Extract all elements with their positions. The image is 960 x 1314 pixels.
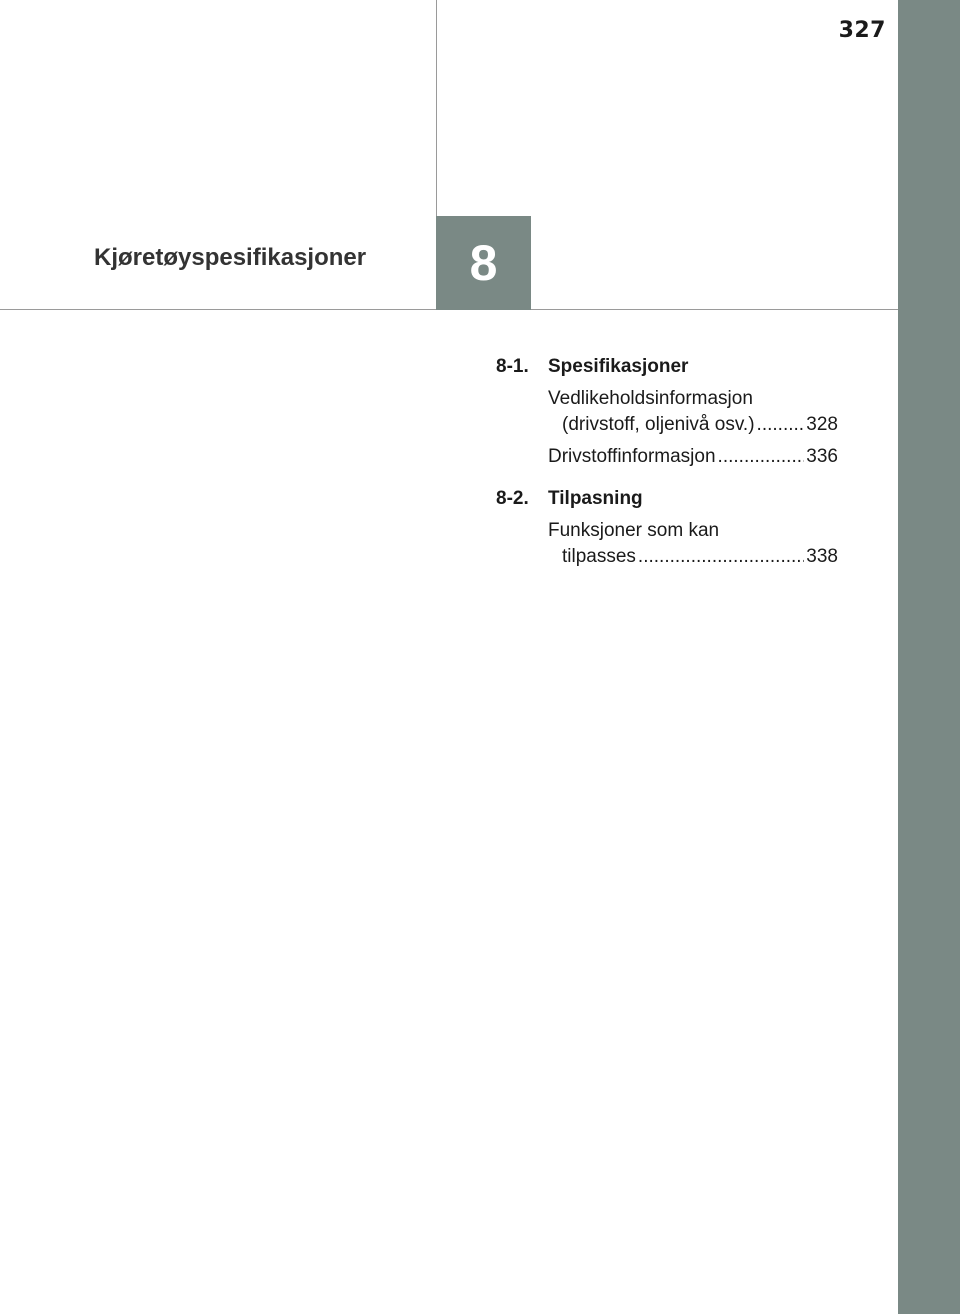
dot-leader xyxy=(638,544,804,570)
chapter-number: 8 xyxy=(469,235,498,291)
dot-leader xyxy=(757,412,805,438)
side-chapter-tab xyxy=(898,0,960,1314)
entry-title-line2: (drivstoff, oljenivå osv.) xyxy=(562,414,755,435)
section-number: 8-1. xyxy=(496,356,529,377)
toc-entry-vedlikeholdsinformasjon[interactable] xyxy=(548,386,838,438)
toc-section-8-1 xyxy=(496,354,838,380)
entry-page-number: 336 xyxy=(806,446,838,467)
chapter-title: Kjøretøyspesifikasjoner xyxy=(94,244,367,271)
chapter-number-box xyxy=(436,216,531,310)
entry-title-line2: tilpasses xyxy=(562,546,636,567)
table-of-contents xyxy=(496,354,838,576)
section-title: Spesifikasjoner xyxy=(548,356,689,377)
toc-entry-funksjoner-som-kan-tilpasses[interactable] xyxy=(548,518,838,570)
entry-title-line1: Drivstoffinformasjon xyxy=(548,446,716,467)
dot-leader xyxy=(718,444,805,470)
toc-section-8-2 xyxy=(496,486,838,512)
section-title: Tilpasning xyxy=(548,488,643,509)
section-number: 8-2. xyxy=(496,488,529,509)
entry-title-line1: Funksjoner som kan xyxy=(548,520,720,541)
entry-title-line1: Vedlikeholdsinformasjon xyxy=(548,388,753,409)
toc-entry-drivstoffinformasjon[interactable] xyxy=(548,444,838,470)
vertical-divider xyxy=(436,0,437,216)
page-number: 327 xyxy=(838,18,886,43)
entry-page-number: 338 xyxy=(806,546,838,567)
entry-page-number: 328 xyxy=(806,414,838,435)
